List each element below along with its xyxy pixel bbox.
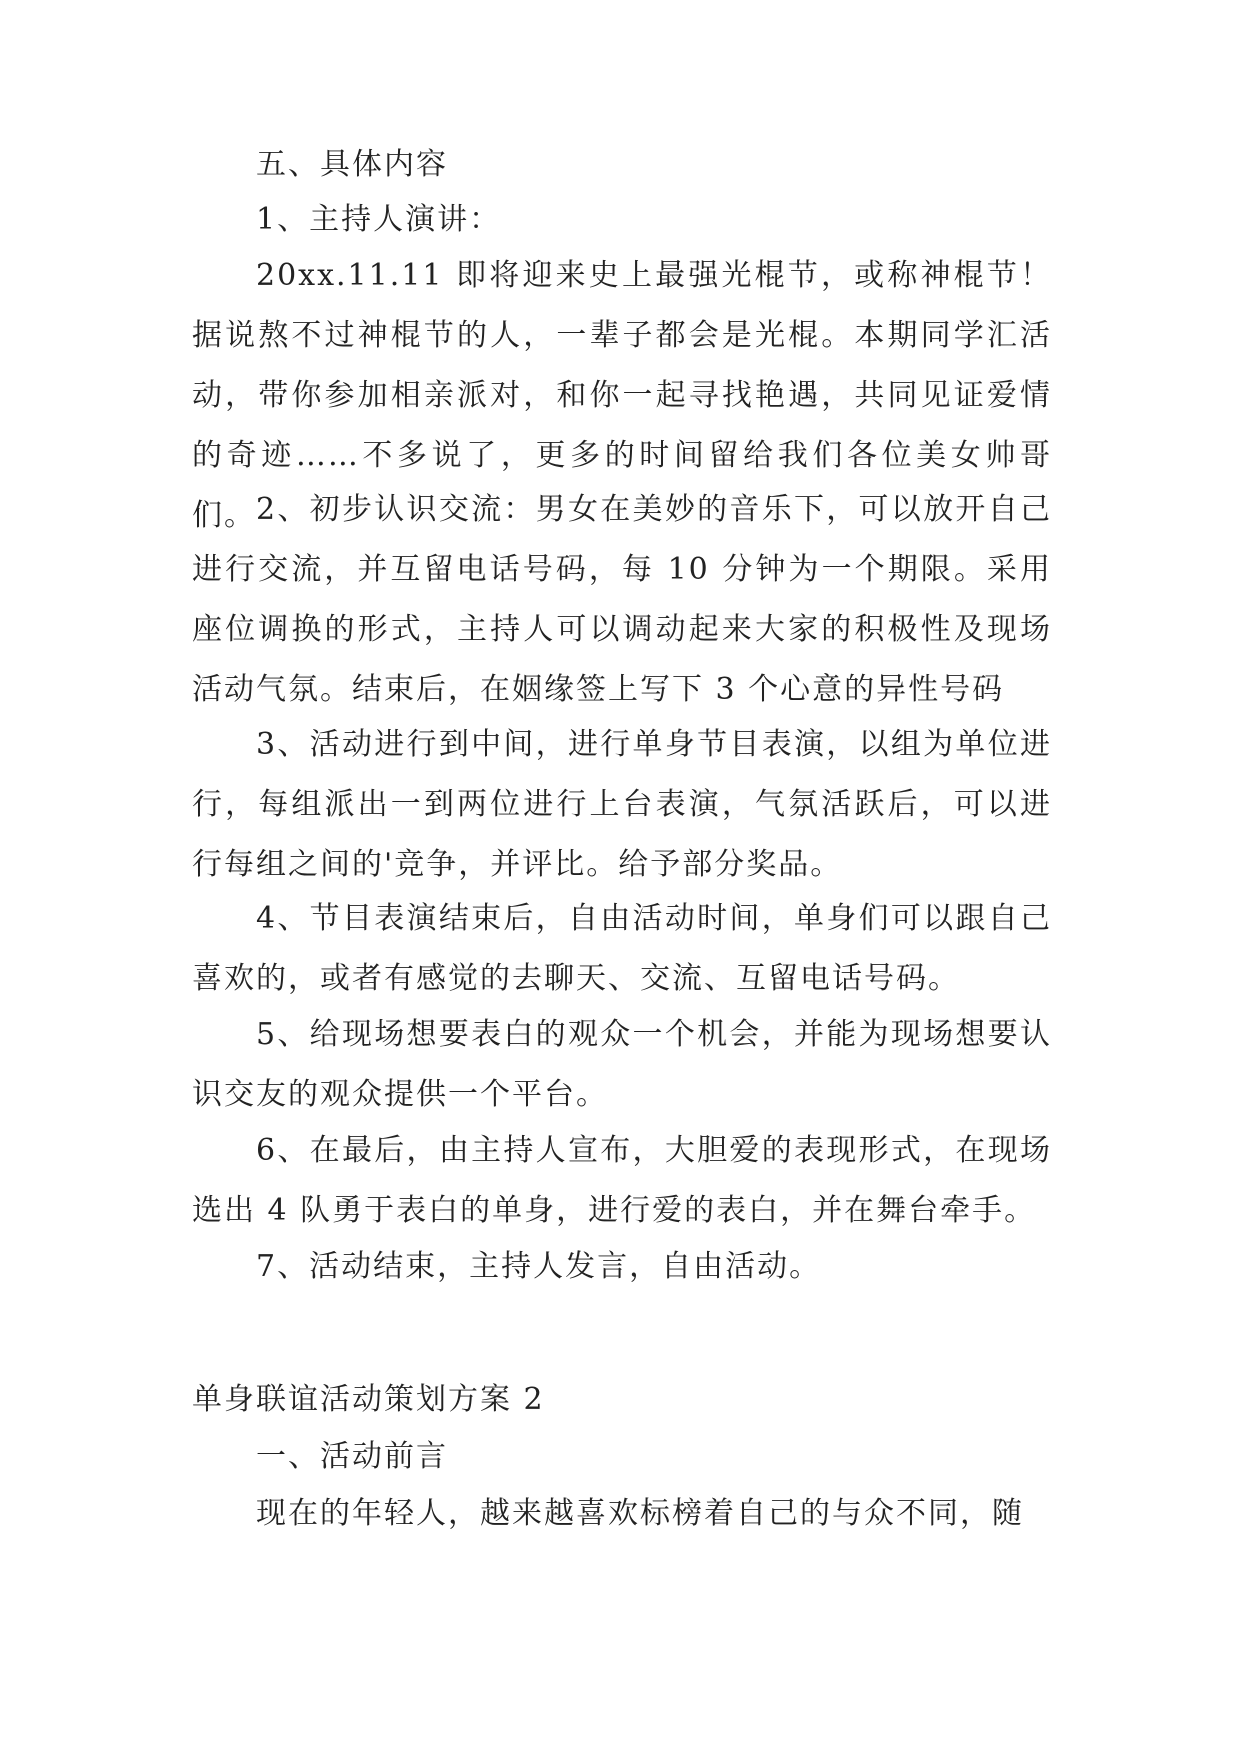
item-5-paragraph: 5、给现场想要表白的观众一个机会，并能为现场想要认识交友的观众提供一个平台。 — [192, 1017, 1052, 1112]
plan-two-title: 单身联谊活动策划方案 2 — [192, 1382, 545, 1417]
item-3-paragraph: 3、活动进行到中间，进行单身节目表演，以组为单位进行，每组派出一到两位进行上台表演，气氛活跃后，可以进行每组之间的'竞争，并评比。给予部分奖品。 — [192, 727, 1052, 882]
item-2-paragraph: 2、初步认识交流：男女在美妙的音乐下，可以放开自己进行交流，并互留电话号码，每 10 分钟为一个期限。采用座位调换的形式，主持人可以调动起来大家的积极性及现场活动气氛。结束后，在姻缘签上写下 3 个心意的异性号码 — [192, 492, 1052, 707]
section-heading-preface: 一、活动前言 — [256, 1439, 448, 1474]
item-1-heading: 1、主持人演讲： — [256, 202, 502, 237]
item-1-paragraph: 20xx.11.11 即将迎来史上最强光棍节，或称神棍节！据说熬不过神棍节的人，一辈子都会是光棍。本期同学汇活动，带你参加相亲派对，和你一起寻找艳遇，共同见证爱情的奇迹……不多说了，更多的时间留给我们各位美女帅哥们。 — [192, 258, 1052, 533]
section-heading-content: 五、具体内容 — [256, 147, 448, 182]
item-6-paragraph: 6、在最后，由主持人宣布，大胆爱的表现形式，在现场选出 4 队勇于表白的单身，进行爱的表白，并在舞台牵手。 — [192, 1133, 1052, 1228]
item-7-paragraph: 7、活动结束，主持人发言，自由活动。 — [256, 1249, 822, 1284]
item-4-paragraph: 4、节目表演结束后，自由活动时间，单身们可以跟自己喜欢的，或者有感觉的去聊天、交流、互留电话号码。 — [192, 901, 1052, 996]
preface-paragraph: 现在的年轻人，越来越喜欢标榜着自己的与众不同，随 — [256, 1496, 1024, 1531]
